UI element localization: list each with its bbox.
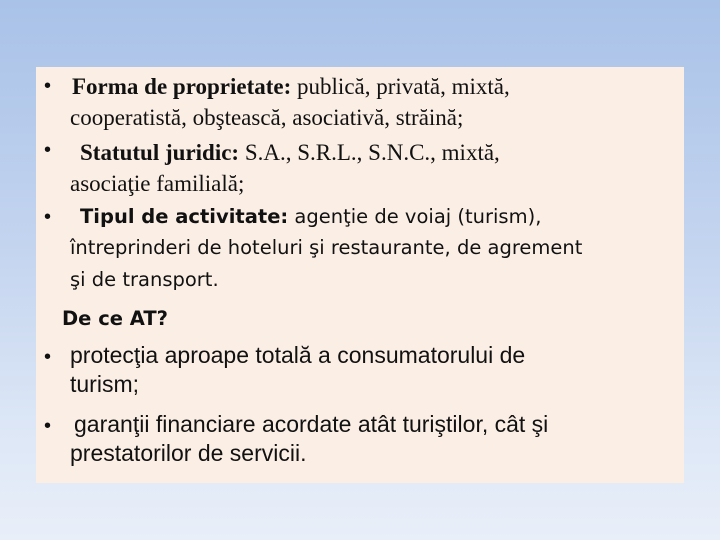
bullet-line: cooperatistă, obştească, asociativă, străină; [70, 105, 464, 130]
bullet-line: întreprinderi de hoteluri şi restaurante, de agrement [70, 236, 583, 259]
section-heading: De ce AT? [62, 307, 168, 330]
bullet-line [80, 205, 541, 228]
bullet-line: asociaţie familială; [70, 171, 245, 196]
bullet-icon: • [44, 346, 52, 368]
bullet-label: Statutul juridic: [80, 140, 240, 165]
bullet-icon: • [44, 206, 52, 228]
reason-line: turism; [70, 371, 139, 397]
bullet-line: şi de transport. [70, 268, 219, 291]
reason-line: protecţia aproape totală a consumatorului de [70, 342, 526, 368]
bullet-label: Forma de proprietate: [72, 74, 292, 99]
reason-line: garanţii financiare acordate atât turiştilor, cât şi [74, 411, 549, 437]
bullet-line [80, 140, 500, 166]
bullet-text: agenţie de voiaj (turism), [288, 205, 542, 228]
bullet-icon: • [44, 139, 52, 161]
reason-line: prestatorilor de servicii. [70, 440, 307, 466]
bullet-text: S.A., S.R.L., S.N.C., mixtă, [239, 140, 500, 165]
bullet-icon: • [44, 75, 52, 97]
content-panel [36, 67, 684, 483]
bullet-line [72, 74, 510, 100]
bullet-text: publică, privată, mixtă, [291, 74, 510, 99]
bullet-label: Tipul de activitate: [80, 205, 289, 228]
bullet-icon: • [44, 415, 52, 437]
